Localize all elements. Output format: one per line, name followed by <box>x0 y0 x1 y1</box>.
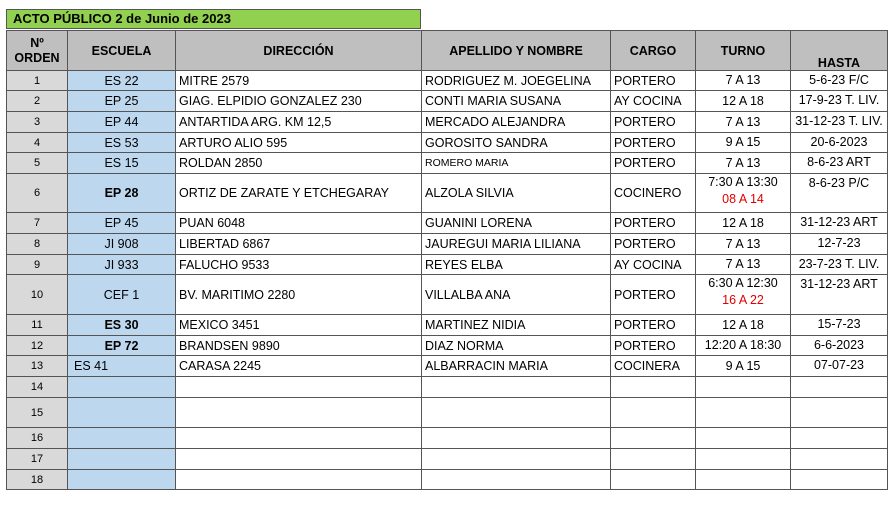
cell-cargo[interactable]: PORTERO <box>611 315 696 336</box>
cell-direccion[interactable] <box>176 449 422 470</box>
cell-apellido-nombre[interactable]: RODRIGUEZ M. JOEGELINA <box>422 71 611 91</box>
cell-hasta[interactable]: 6-6-2023 <box>791 336 888 356</box>
cell-apellido-nombre[interactable] <box>422 470 611 490</box>
cell-apellido-nombre[interactable] <box>422 449 611 470</box>
cell-apellido-nombre[interactable]: MARTINEZ NIDIA <box>422 315 611 336</box>
cell-escuela[interactable] <box>68 449 176 470</box>
cell-direccion[interactable]: GIAG. ELPIDIO GONZALEZ 230 <box>176 91 422 112</box>
cell-cargo[interactable]: PORTERO <box>611 153 696 174</box>
cell-escuela[interactable]: ES 22 <box>68 71 176 91</box>
cell-cargo[interactable] <box>611 398 696 428</box>
cell-direccion[interactable]: BRANDSEN 9890 <box>176 336 422 356</box>
acto-publico-table <box>6 30 888 490</box>
cell-direccion[interactable]: BV. MARITIMO 2280 <box>176 275 422 315</box>
cell-cargo[interactable]: PORTERO <box>611 234 696 255</box>
cell-hasta[interactable]: 31-12-23 ART <box>791 275 888 315</box>
cell-escuela[interactable] <box>68 398 176 428</box>
row-number[interactable]: 11 <box>7 315 68 336</box>
cell-apellido-nombre[interactable]: ROMERO MARIA <box>422 153 611 174</box>
header-hasta: HASTA <box>791 31 888 71</box>
cell-direccion[interactable] <box>176 377 422 398</box>
turno-primary: 12 A 18 <box>722 93 764 108</box>
row-number[interactable]: 5 <box>7 153 68 174</box>
cell-hasta[interactable]: 23-7-23 T. LIV. <box>791 255 888 275</box>
table-row <box>7 213 888 234</box>
cell-escuela[interactable] <box>68 377 176 398</box>
row-number[interactable]: 3 <box>7 112 68 133</box>
cell-cargo[interactable]: PORTERO <box>611 336 696 356</box>
table-row <box>7 71 888 91</box>
cell-apellido-nombre[interactable]: GUANINI LORENA <box>422 213 611 234</box>
cell-direccion[interactable]: ARTURO ALIO 595 <box>176 133 422 153</box>
cell-turno[interactable] <box>696 91 791 112</box>
table-row <box>7 470 888 490</box>
cell-turno[interactable] <box>696 213 791 234</box>
row-number[interactable]: 10 <box>7 275 68 315</box>
turno-primary: 9 A 15 <box>725 135 761 149</box>
cell-direccion[interactable]: CARASA 2245 <box>176 356 422 377</box>
table-row <box>7 275 888 315</box>
table-row <box>7 356 888 377</box>
cell-turno[interactable] <box>696 336 791 356</box>
cell-apellido-nombre[interactable]: DIAZ NORMA <box>422 336 611 356</box>
cell-turno[interactable] <box>696 428 791 449</box>
turno-secondary: 08 A 14 <box>722 192 764 206</box>
cell-apellido-nombre[interactable]: REYES ELBA <box>422 255 611 275</box>
cell-cargo[interactable] <box>611 377 696 398</box>
cell-direccion[interactable]: LIBERTAD 6867 <box>176 234 422 255</box>
cell-direccion[interactable]: FALUCHO 9533 <box>176 255 422 275</box>
row-number[interactable]: 13 <box>7 356 68 377</box>
cell-cargo[interactable]: PORTERO <box>611 275 696 315</box>
cell-escuela[interactable]: EP 44 <box>68 112 176 133</box>
header-cargo: CARGO <box>611 31 696 71</box>
cell-cargo[interactable] <box>611 470 696 490</box>
header-turno: TURNO <box>696 31 791 71</box>
cell-direccion[interactable]: ANTARTIDA ARG. KM 12,5 <box>176 112 422 133</box>
turno-primary: 12 A 18 <box>722 215 764 230</box>
cell-apellido-nombre[interactable]: GOROSITO SANDRA <box>422 133 611 153</box>
cell-cargo[interactable]: PORTERO <box>611 112 696 133</box>
cell-hasta[interactable]: 31-12-23 ART <box>791 213 888 234</box>
cell-escuela[interactable]: ES 15 <box>68 153 176 174</box>
table-row <box>7 428 888 449</box>
row-number[interactable]: 14 <box>7 377 68 398</box>
cell-hasta[interactable] <box>791 377 888 398</box>
sheet-title: ACTO PÚBLICO 2 de Junio de 2023 <box>6 9 421 29</box>
header-escuela: ESCUELA <box>68 31 176 71</box>
turno-primary: 7:30 A 13:30 <box>708 175 778 189</box>
cell-hasta[interactable]: 17-9-23 T. LIV. <box>791 91 888 112</box>
cell-escuela[interactable]: ES 41 <box>68 356 176 377</box>
cell-hasta[interactable]: 31-12-23 T. LIV. <box>791 112 888 133</box>
cell-cargo[interactable] <box>611 449 696 470</box>
row-number[interactable]: 12 <box>7 336 68 356</box>
row-number[interactable]: 1 <box>7 71 68 91</box>
row-number[interactable]: 2 <box>7 91 68 112</box>
cell-hasta[interactable]: 5-6-23 F/C <box>791 71 888 91</box>
cell-hasta[interactable] <box>791 470 888 490</box>
row-number[interactable]: 16 <box>7 428 68 449</box>
row-number[interactable]: 17 <box>7 449 68 470</box>
cell-turno[interactable] <box>696 133 791 153</box>
table-row <box>7 174 888 213</box>
table-row <box>7 449 888 470</box>
cell-turno[interactable] <box>696 356 791 377</box>
cell-apellido-nombre[interactable]: VILLALBA ANA <box>422 275 611 315</box>
turno-primary: 7 A 13 <box>725 257 761 271</box>
table-body <box>7 71 888 490</box>
cell-cargo[interactable]: PORTERO <box>611 133 696 153</box>
cell-cargo[interactable]: PORTERO <box>611 213 696 234</box>
cell-direccion[interactable] <box>176 398 422 428</box>
turno-primary: 6:30 A 12:30 <box>708 276 778 290</box>
cell-direccion[interactable] <box>176 428 422 449</box>
table-row <box>7 336 888 356</box>
cell-escuela[interactable]: ES 30 <box>68 315 176 336</box>
header-direccion: DIRECCIÓN <box>176 31 422 71</box>
row-number[interactable]: 4 <box>7 133 68 153</box>
turno-secondary: 16 A 22 <box>722 293 764 307</box>
turno-primary: 7 A 13 <box>725 73 761 87</box>
turno-primary: 12 A 18 <box>722 317 764 332</box>
cell-cargo[interactable]: AY COCINA <box>611 91 696 112</box>
cell-apellido-nombre[interactable] <box>422 398 611 428</box>
turno-primary: 7 A 13 <box>725 114 761 129</box>
cell-hasta[interactable] <box>791 428 888 449</box>
cell-turno[interactable] <box>696 112 791 133</box>
table-row <box>7 377 888 398</box>
cell-escuela[interactable] <box>68 470 176 490</box>
table-row <box>7 112 888 133</box>
cell-cargo[interactable]: COCINERA <box>611 356 696 377</box>
cell-turno[interactable] <box>696 275 791 315</box>
cell-direccion[interactable]: PUAN 6048 <box>176 213 422 234</box>
table-row <box>7 315 888 336</box>
cell-cargo[interactable]: COCINERO <box>611 174 696 213</box>
table-row <box>7 91 888 112</box>
cell-escuela[interactable]: EP 45 <box>68 213 176 234</box>
cell-turno[interactable] <box>696 377 791 398</box>
cell-hasta[interactable] <box>791 449 888 470</box>
cell-escuela[interactable]: JI 908 <box>68 234 176 255</box>
cell-direccion[interactable]: MEXICO 3451 <box>176 315 422 336</box>
cell-direccion[interactable]: ROLDAN 2850 <box>176 153 422 174</box>
cell-turno[interactable] <box>696 255 791 275</box>
cell-turno[interactable] <box>696 153 791 174</box>
cell-escuela[interactable]: CEF 1 <box>68 275 176 315</box>
cell-turno[interactable] <box>696 398 791 428</box>
cell-escuela[interactable]: EP 72 <box>68 336 176 356</box>
turno-primary: 7 A 13 <box>725 236 761 251</box>
turno-primary: 7 A 13 <box>725 155 761 170</box>
cell-escuela[interactable]: EP 28 <box>68 174 176 213</box>
turno-primary: 12:20 A 18:30 <box>704 338 782 352</box>
cell-apellido-nombre[interactable]: JAUREGUI MARIA LILIANA <box>422 234 611 255</box>
cell-hasta[interactable]: 8-6-23 ART <box>791 153 888 174</box>
cell-cargo[interactable]: AY COCINA <box>611 255 696 275</box>
cell-apellido-nombre[interactable]: CONTI MARIA SUSANA <box>422 91 611 112</box>
table-row <box>7 133 888 153</box>
header-row <box>7 31 888 71</box>
cell-hasta[interactable]: 20-6-2023 <box>791 133 888 153</box>
cell-apellido-nombre[interactable] <box>422 428 611 449</box>
cell-turno[interactable] <box>696 449 791 470</box>
cell-cargo[interactable] <box>611 428 696 449</box>
cell-apellido-nombre[interactable]: MERCADO ALEJANDRA <box>422 112 611 133</box>
turno-primary: 9 A 15 <box>725 358 761 373</box>
cell-direccion[interactable]: ORTIZ DE ZARATE Y ETCHEGARAY <box>176 174 422 213</box>
cell-escuela[interactable]: EP 25 <box>68 91 176 112</box>
cell-escuela[interactable]: ES 53 <box>68 133 176 153</box>
cell-hasta[interactable]: 8-6-23 P/C <box>791 174 888 213</box>
cell-hasta[interactable]: 12-7-23 <box>791 234 888 255</box>
row-number[interactable]: 15 <box>7 398 68 428</box>
header-orden: Nº ORDEN <box>7 31 68 71</box>
cell-cargo[interactable]: PORTERO <box>611 71 696 91</box>
cell-hasta[interactable]: 07-07-23 <box>791 356 888 377</box>
cell-turno[interactable] <box>696 234 791 255</box>
table-row <box>7 234 888 255</box>
cell-apellido-nombre[interactable] <box>422 377 611 398</box>
row-number[interactable]: 6 <box>7 174 68 213</box>
table-row <box>7 255 888 275</box>
cell-escuela[interactable]: JI 933 <box>68 255 176 275</box>
table-row <box>7 153 888 174</box>
cell-hasta[interactable]: 15-7-23 <box>791 315 888 336</box>
cell-escuela[interactable] <box>68 428 176 449</box>
cell-turno[interactable] <box>696 174 791 213</box>
cell-apellido-nombre[interactable]: ALBARRACIN MARIA <box>422 356 611 377</box>
table-row <box>7 398 888 428</box>
cell-hasta[interactable] <box>791 398 888 428</box>
cell-direccion[interactable] <box>176 470 422 490</box>
row-number[interactable]: 8 <box>7 234 68 255</box>
cell-turno[interactable] <box>696 470 791 490</box>
row-number[interactable]: 7 <box>7 213 68 234</box>
row-number[interactable]: 18 <box>7 470 68 490</box>
header-apellido-nombre: APELLIDO Y NOMBRE <box>422 31 611 71</box>
cell-apellido-nombre[interactable]: ALZOLA SILVIA <box>422 174 611 213</box>
row-number[interactable]: 9 <box>7 255 68 275</box>
cell-direccion[interactable]: MITRE 2579 <box>176 71 422 91</box>
cell-turno[interactable] <box>696 315 791 336</box>
cell-turno[interactable] <box>696 71 791 91</box>
